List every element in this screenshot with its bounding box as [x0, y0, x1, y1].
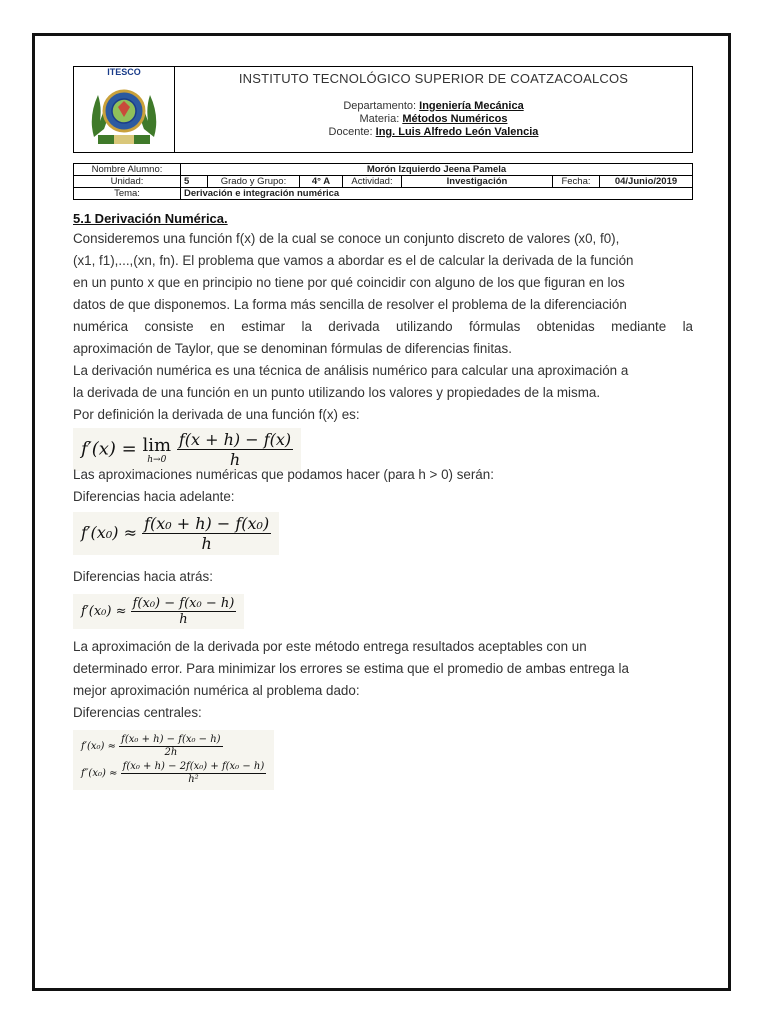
student-info-table: [73, 163, 693, 200]
forward-difference-formula: [73, 512, 693, 562]
paragraph-definition: [73, 360, 693, 426]
formula-lhs: f′(x₀) ≈: [81, 604, 131, 619]
text-line: determinado error. Para minimizar los errores se estima que el promedio de ambas entrega la: [73, 661, 629, 676]
group-value: 4° A: [300, 176, 343, 188]
formula-lhs: f″(x₀) ≈: [81, 768, 121, 779]
subject-label: Materia:: [359, 113, 400, 125]
formula-denominator: 2h: [164, 747, 178, 758]
central-label: Diferencias centrales:: [73, 705, 202, 720]
formula-denominator: h: [201, 534, 212, 553]
subject-value: Métodos Numéricos: [402, 113, 508, 125]
derivative-definition-formula: [73, 428, 693, 469]
text-line: La aproximación de la derivada por este método entrega resultados aceptables con un: [73, 639, 587, 654]
document-content: [73, 66, 693, 790]
text-line: Por definición la derivada de una función f(x) es:: [73, 407, 360, 422]
activity-label: Actividad:: [343, 176, 402, 188]
formula-denominator: h: [179, 612, 188, 627]
central-first-derivative: [81, 734, 266, 759]
department-label: Departamento:: [343, 100, 417, 112]
text-line: numérica consiste en estimar la derivada utilizando fórmulas obtenidas mediante la: [73, 319, 693, 334]
unit-value: 5: [181, 176, 208, 188]
text-line: Consideremos una función f(x) de la cual se conoce un conjunto discreto de valores (x0, f0),: [73, 231, 620, 246]
formula-numerator: f(x₀ + h) − f(x₀): [144, 514, 270, 533]
logo-cell: [74, 67, 175, 153]
text-line: en un punto x que en principio no tiene por qué coincidir con alguno de los que figuran en los: [73, 275, 625, 290]
section-title: 5.1 Derivación Numérica.: [73, 211, 228, 226]
formula-lhs: f′(x) =: [81, 438, 143, 460]
forward-label: Diferencias hacia adelante:: [73, 489, 235, 504]
date-value: 04/Junio/2019: [600, 176, 693, 188]
formula-numerator: f(x₀ + h) − f(x₀ − h): [121, 734, 221, 745]
text-line: La derivación numérica es una técnica de análisis numérico para calcular una aproximación a: [73, 363, 629, 378]
institution-name: INSTITUTO TECNOLÓGICO SUPERIOR DE COATZACOALCOS: [238, 71, 629, 86]
formula-numerator: f(x₀ + h) − 2f(x₀) + f(x₀ − h): [122, 761, 265, 772]
page-border: [32, 33, 731, 991]
header-table: [73, 66, 693, 153]
topic-label: Tema:: [74, 188, 181, 200]
text-line: (x1, f1),...,(xn, fn). El problema que vamos a abordar es el de calcular la derivada de la función: [73, 253, 634, 268]
group-label: Grado y Grupo:: [208, 176, 300, 188]
text-line: Las aproximaciones numéricas que podamos hacer (para h > 0) serán:: [73, 467, 494, 482]
formula-numerator: f(x + h) − f(x): [178, 430, 292, 449]
formula-lhs: f′(x₀) ≈: [81, 523, 143, 542]
date-label: Fecha:: [553, 176, 600, 188]
topic-value: Derivación e integración numérica: [181, 188, 693, 200]
student-name: Morón Izquierdo Jeena Pamela: [181, 164, 693, 176]
text-line: la derivada de una función en un punto utilizando los valores y propiedades de la misma.: [73, 385, 601, 400]
logo-text: ITESCO: [107, 67, 141, 77]
itesco-seal-icon: [84, 77, 164, 151]
teacher-line: [175, 126, 692, 139]
central-second-derivative: [81, 761, 266, 786]
text-line: mejor aproximación numérica al problema dado:: [73, 683, 360, 698]
formula-denominator: h²: [188, 774, 199, 785]
paragraph-error: [73, 636, 693, 724]
unit-label: Unidad:: [74, 176, 181, 188]
formula-lim: lim: [142, 434, 172, 456]
paragraph-intro: [73, 228, 693, 360]
formula-lhs: f′(x₀) ≈: [81, 741, 120, 752]
department-line: [175, 100, 692, 113]
backward-difference-formula: [73, 594, 693, 636]
backward-label: Diferencias hacia atrás:: [73, 569, 213, 584]
student-label: Nombre Alumno:: [74, 164, 181, 176]
text-line: datos de que disponemos. La forma más sencilla de resolver el problema de la diferenciación: [73, 297, 627, 312]
activity-value: Investigación: [402, 176, 553, 188]
formula-lim-sub: h→0: [147, 454, 167, 465]
teacher-label: Docente:: [328, 126, 373, 138]
text-line: aproximación de Taylor, que se denominan fórmulas de diferencias finitas.: [73, 341, 512, 356]
formula-denominator: h: [229, 450, 241, 469]
institution-cell: [175, 67, 693, 153]
central-difference-formulas: [73, 730, 693, 790]
subject-line: [175, 113, 692, 126]
department-value: Ingeniería Mecánica: [419, 100, 524, 112]
formula-numerator: f(x₀) − f(x₀ − h): [132, 596, 235, 611]
teacher-value: Ing. Luis Alfredo León Valencia: [375, 126, 539, 138]
